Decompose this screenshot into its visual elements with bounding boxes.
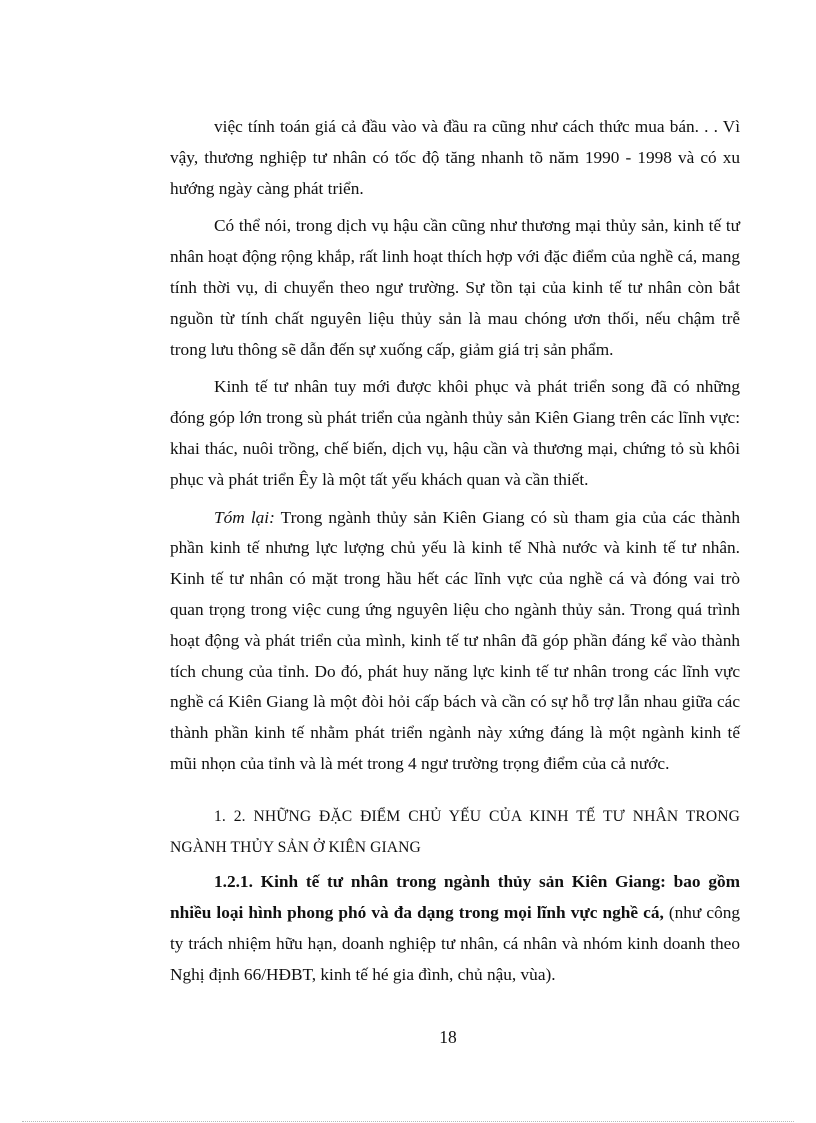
paragraph-3: Kinh tế tư nhân tuy mới được khôi phục và phát triển song đã có những đóng góp lớn trong sù phát triển của ngành thủy sản Kiên Giang trên các lĩnh vực: khai thác, nuôi trồng, chế biến, dịch vụ, hậu cần và thương mại, chứng tỏ sù khôi phục và phát triển Êy là một tất yếu khách quan và cần thiết. — [170, 377, 740, 489]
section-heading: 1. 2. NHỮNG ĐẶC ĐIỂM CHỦ YẾU CỦA KINH TẾ TƯ NHÂN TRONG NGÀNH THỦY SẢN Ở KIÊN GIANG — [170, 807, 740, 856]
subsection-body: (như công ty trách nhiệm hữu hạn, doanh nghiệp tư nhân, cá nhân và nhóm kinh doanh theo Nghị định 66/HĐBT, kinh tế hé gia đình, chủ nậu, vùa). — [170, 903, 740, 984]
subsection-title: 1.2.1. Kinh tế tư nhân trong ngành thủy sản Kiên Giang: bao gồm nhiều loại hình phong phó và đa dạng trong mọi lĩnh vực nghề cá, — [170, 872, 740, 923]
summary-body: Trong ngành thủy sản Kiên Giang có sù tham gia của các thành phần kinh tế nhưng lực lượng chủ yếu là kinh tế Nhà nước và kinh tế tư nhân. Kinh tế tư nhân có mặt trong hầu hết các lĩnh vực của nghề cá và đóng vai trò quan trọng trong việc cung ứng nguyên liệu cho ngành thủy sản. Trong quá trình hoạt động và phát triển của mình, kinh tế tư nhân đã góp phần đáng kể vào thành tích chung của tỉnh. Do đó, phát huy năng lực kinh tế tư nhân trong các lĩnh vực nghề cá Kiên Giang là một đòi hỏi cấp bách và cần có sự hỗ trợ lẫn nhau giữa các thành phần kinh tế nhằm phát triển ngành này xứng đáng là một ngành kinh tế mũi nhọn của tỉnh và là mét trong 4 ngư trường trọng điểm của cả nước. — [170, 507, 740, 773]
summary-lead: Tóm lại: — [214, 507, 275, 527]
document-body — [170, 112, 740, 998]
paragraph-5 — [170, 867, 740, 990]
paragraph-1: việc tính toán giá cả đầu vào và đầu ra cũng như cách thức mua bán. . . Vì vậy, thương nghiệp tư nhân có tốc độ tăng nhanh tõ năm 1990 - 1998 và có xu hướng ngày càng phát triển. — [170, 117, 740, 198]
paragraph-4 — [170, 503, 740, 780]
paragraph-2: Có thể nói, trong dịch vụ hậu cần cũng như thương mại thủy sản, kinh tế tư nhân hoạt động rộng khắp, rất linh hoạt thích hợp với đặc điểm của nghề cá, mang tính thời vụ, di chuyển theo ngư trường. Sự tồn tại của kinh tế tư nhân còn bắt nguồn từ tính chất nguyên liệu thủy sản là mau chóng ươn thối, nếu chậm trễ trong lưu thông sẽ dẫn đến sự xuống cấp, giảm giá trị sản phẩm. — [170, 216, 740, 359]
page-bottom-dotted-rule — [22, 1121, 794, 1122]
page-number: 18 — [439, 1027, 457, 1047]
